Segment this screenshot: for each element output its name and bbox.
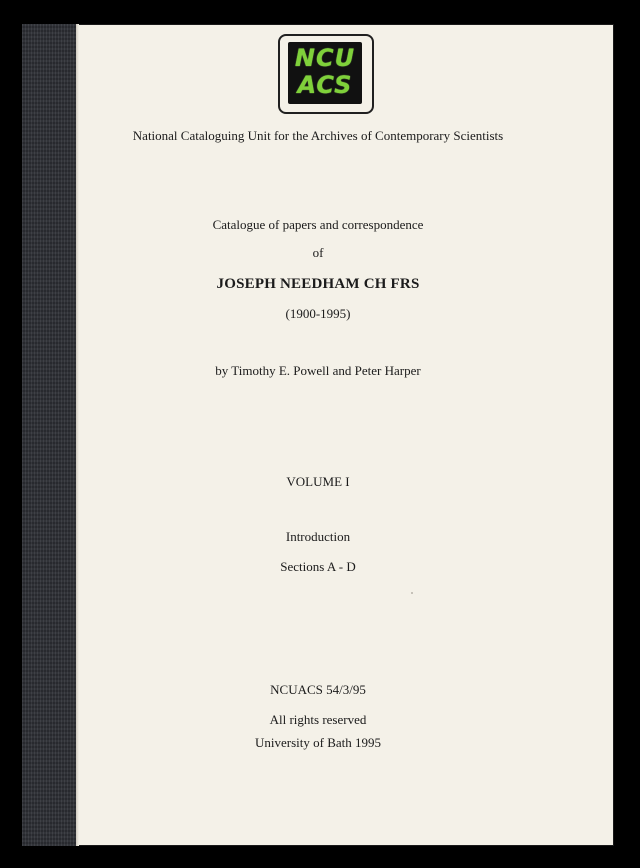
- paper-speck: [411, 592, 413, 594]
- rights-statement: All rights reserved: [269, 712, 367, 727]
- ncuacs-logo: [278, 34, 374, 114]
- of-text: of: [312, 245, 324, 260]
- reference-number: NCUACS 54/3/95: [270, 682, 366, 697]
- publisher-line: University of Bath 1995: [254, 735, 381, 750]
- document-cover: [22, 24, 614, 846]
- catalogue-title: Catalogue of papers and correspondence: [212, 217, 424, 232]
- person-name: JOSEPH NEEDHAM CH FRS: [216, 276, 420, 292]
- authors-line: by Timothy E. Powell and Peter Harper: [215, 363, 421, 378]
- volume-label: VOLUME I: [286, 474, 350, 489]
- logo-line-2: ACS: [297, 71, 353, 99]
- organization-name: National Cataloguing Unit for the Archives of Contemporary Scientists: [132, 128, 504, 143]
- logo-panel: [288, 42, 362, 104]
- life-dates: (1900-1995): [285, 306, 351, 321]
- sections-label: Sections A - D: [280, 559, 356, 574]
- logo-line-1: NCU: [294, 44, 356, 72]
- introduction-label: Introduction: [285, 529, 351, 544]
